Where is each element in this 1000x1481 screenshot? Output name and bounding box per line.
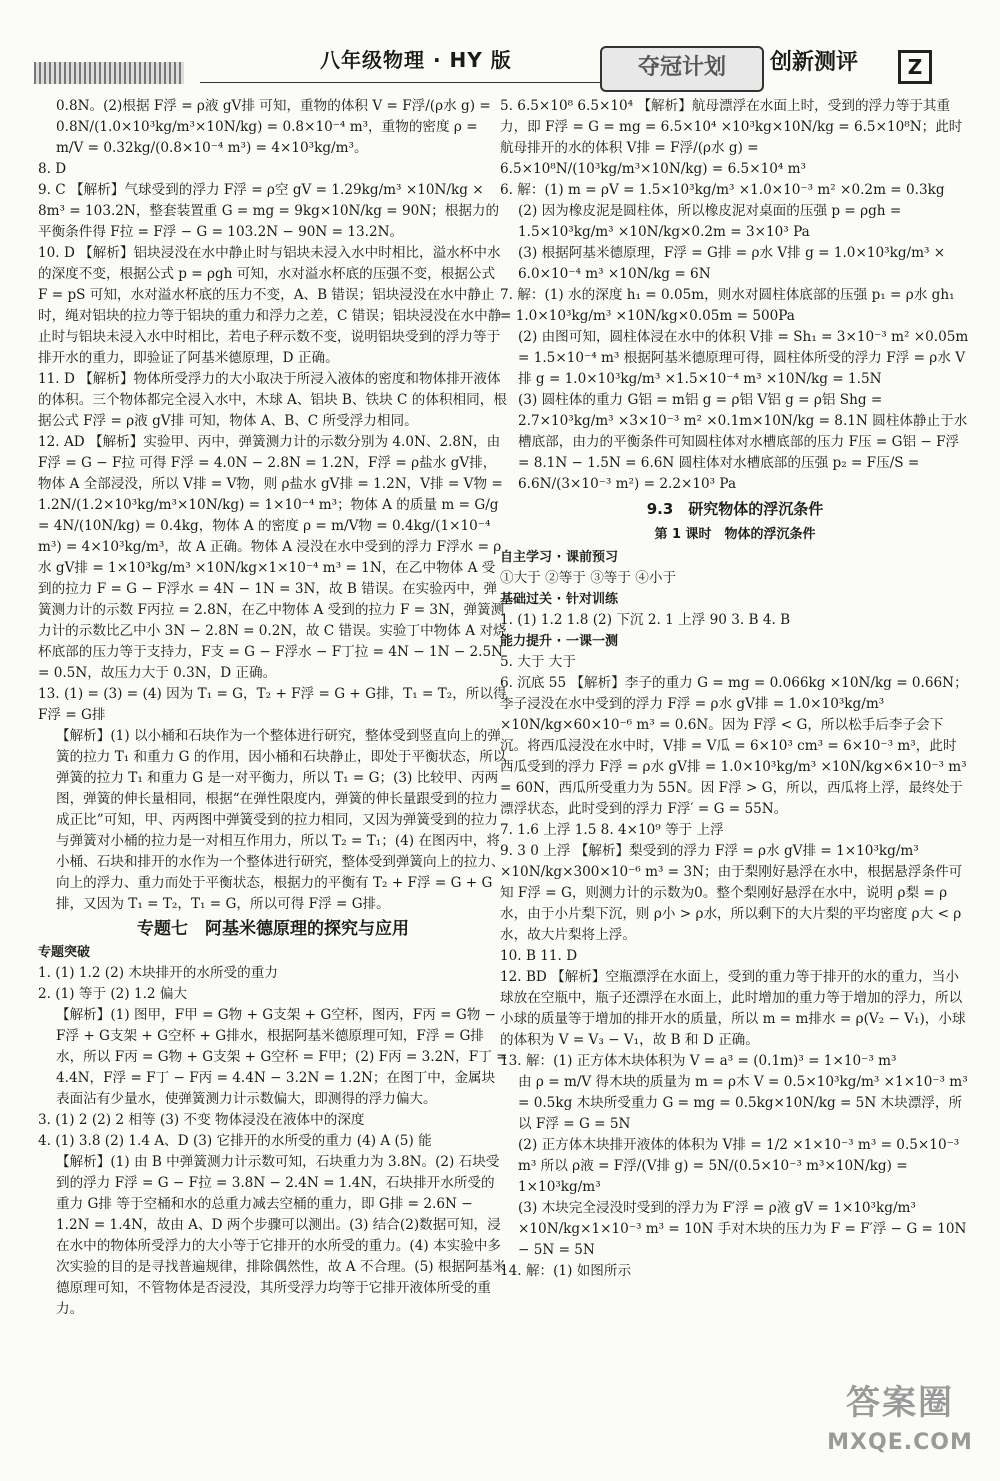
- left-paragraph: 10. D 【解析】铝块浸没在水中静止时与铝块未浸入水中时相比，溢水杯中水的深度不变，根据公式 p = ρgh 可知，水对溢水杯底的压强不变，根据公式 F = pS 可知，水对溢水杯底的压力不变，A、B 错误；铝块浸没在水中静止时，绳对铝块的拉力等于铝块的重力和浮力之差，C 错误；铝块浸没在水中静止时与铝块未浸入水中时相比，若电子秤示数不变，说明铝块受到的浮力等于排开水的重力，即验证了阿基米德原理，D 正确。: [38, 245, 502, 366]
- right-paragraph: ①大于 ②等于 ③等于 ④小于: [500, 570, 677, 586]
- right-paragraph: (2) 由图可知，圆柱体浸在水中的体积 V排 = Sh₁ = 3×10⁻³ m² ×0.05m = 1.5×10⁻⁴ m³ 根据阿基米德原理可得，圆柱体所受的浮力 F浮 = ρ水 V排 g = 1.0×10³kg/m³ ×1.5×10⁻⁴ m³ ×10N/kg = 1.5N: [518, 329, 969, 387]
- header-rule: [200, 82, 600, 83]
- right-paragraph: 14. 解：(1) 如图所示: [500, 1263, 632, 1279]
- brand-name: 创新测评: [770, 50, 859, 75]
- right-paragraph: (2) 因为橡皮泥是圆柱体，所以橡皮泥对桌面的压强 p = ρgh = 1.5×10³kg/m³ ×10N/kg×0.2m = 3×10³ Pa: [518, 203, 902, 240]
- page-header: [0, 0, 1000, 92]
- left-paragraph: 0.8N。(2)根据 F浮 = ρ液 gV排 可知，重物的体积 V = F浮/(ρ水 g) = 0.8N/(1.0×10³kg/m³×10N/kg) = 0.8×10⁻⁴ m³，重物的密度 ρ = m/V = 0.32kg/(0.8×10⁻⁴ m³) = 4×10³kg/m³。: [56, 98, 491, 156]
- right-paragraph: 6. 解：(1) m = ρV = 1.5×10³kg/m³ ×1.0×10⁻³ m² ×0.2m = 0.3kg: [500, 182, 945, 198]
- right-paragraph: 5. 大于 大于: [500, 654, 576, 670]
- right-paragraph: 1. (1) 1.2 1.8 (2) 下沉 2. 1 上浮 90 3. B 4. B: [500, 612, 791, 628]
- left-paragraph: 【解析】(1) 由 B 中弹簧测力计示数可知，石块重力为 3.8N。(2) 石块受到的浮力 F浮 = G − F拉 = 3.8N − 2.4N = 1.4N，石块排开水所受的重力 G排 等于空桶和水的总重力减去空桶的重力，即 G排 = 2.6N − 1.2N = 1.4N，故由 A、D 两个步骤可以测出。(3) 结合(2)数据可知，浸在水中的物体所受浮力的大小等于它排开的水所受的重力。(4) 本实验中多次实验的目的是寻找普遍规律，排除偶然性，故 A 不合理。(5) 根据阿基米德原理可知，不管物体是否浸没，其所受浮力均等于它排开液体所受的重力。: [56, 1154, 506, 1317]
- left-paragraph: 3. (1) 2 (2) 2 相等 (3) 不变 物体浸没在液体中的深度: [38, 1112, 365, 1128]
- series-logo: 夺冠计划: [600, 46, 764, 92]
- right-paragraph: 5. 6.5×10⁸ 6.5×10⁴ 【解析】航母漂浮在水面上时，受到的浮力等于其重力，即 F浮 = G = mg = 6.5×10⁴ ×10³kg×10N/kg = 6.5×10⁸N；此时航母排开的水的体积 V排 = F浮/(ρ水 g) = 6.5×10⁸N/(10³kg/m³×10N/kg) = 6.5×10⁴ m³: [500, 98, 963, 177]
- right-paragraph: 第 1 课时 物体的浮沉条件: [654, 527, 816, 542]
- right-paragraph: (3) 根据阿基米德原理，F浮 = G排 = ρ水 V排 g = 1.0×10³kg/m³ × 6.0×10⁻⁴ m³ ×10N/kg = 6N: [518, 245, 946, 282]
- left-paragraph: 1. (1) 1.2 (2) 木块排开的水所受的重力: [38, 965, 278, 981]
- right-paragraph: 13. 解：(1) 正方体木块体积为 V = a³ = (0.1m)³ = 1×10⁻³ m³: [500, 1053, 897, 1069]
- right-paragraph: (2) 正方体木块排开液体的体积为 V排 = 1/2 ×1×10⁻³ m³ = 0.5×10⁻³ m³ 所以 ρ液 = F浮/(V排 g) = 5N/(0.5×10⁻³ m³×10N/kg) = 1×10³kg/m³: [518, 1137, 960, 1195]
- right-paragraph: 7. 1.6 上浮 1.5 8. 4×10⁹ 等于 上浮: [500, 822, 724, 838]
- right-paragraph: 9. 3 0 上浮 【解析】梨受到的浮力 F浮 = ρ水 gV排 = 1×10³kg/m³ ×10N/kg×300×10⁻⁶ m³ = 3N；由于梨刚好悬浮在水中，根据悬浮条件可知 F浮 = G，则测力计的示数为0。整个梨刚好悬浮在水中，说明 ρ梨 = ρ水，由于小片梨下沉，则 ρ小 > ρ水，所以剩下的大片梨的平均密度 ρ大 < ρ水，故大片梨将上浮。: [500, 843, 963, 943]
- left-paragraph: 8. D: [38, 161, 67, 177]
- right-paragraph: 7. 解：(1) 水的深度 h₁ = 0.05m，则水对圆柱体底部的压强 p₁ = ρ水 gh₁ = 1.0×10³kg/m³ ×10N/kg×0.05m = 500Pa: [500, 287, 955, 324]
- left-column: [38, 96, 508, 1396]
- left-paragraph: 4. (1) 3.8 (2) 1.4 A、D (3) 它排开的水所受的重力 (4) A (5) 能: [38, 1133, 432, 1149]
- left-paragraph: 【解析】(1) 图甲，F甲 = G物 + G支架 + G空杯，图丙，F丙 = G物 − F浮 + G支架 + G空杯 + G排水，根据阿基米德原理可知，F浮 = G排水，所以 F丙 = G物 + G支架 + G空杯 = F甲；(2) F丙 = 3.2N，F丁 = 4.4N，F浮 = F丁 − F丙 = 4.4N − 3.2N = 1.2N；在图丁中，金属块表面沾有少量水，使弹簧测力计示数偏大，即测得的浮力偏大。: [56, 1007, 508, 1107]
- right-paragraph: 能力提升 · 一课一测: [500, 634, 618, 649]
- right-paragraph: (3) 木块完全浸没时受到的浮力为 F′浮 = ρ液 gV = 1×10³kg/m³ ×10N/kg×1×10⁻³ m³ = 10N 手对木块的压力为 F = F′浮 − G = 10N − 5N = 5N: [518, 1200, 967, 1258]
- left-paragraph: 专题七 阿基米德原理的探究与应用: [137, 919, 409, 939]
- right-paragraph: (3) 圆柱体的重力 G铝 = m铝 g = ρ铝 V铝 g = ρ铝 Shg = 2.7×10³kg/m³ ×3×10⁻³ m² ×0.1m×10N/kg = 8.1N 圆柱体静止于水槽底部，由力的平衡条件可知圆柱体对水槽底部的压力 F压 = G铝 − F浮 = 8.1N − 1.5N = 6.6N 圆柱体对水槽底部的压强 p₂ = F压/S = 6.6N/(3×10⁻³ m²) = 2.2×10³ Pa: [518, 392, 968, 492]
- left-paragraph: 13. (1) = (3) = (4) 因为 T₁ = G，T₂ + F浮 = G + G排，T₁ = T₂，所以得 F浮 = G排: [38, 686, 507, 723]
- left-paragraph: 2. (1) 等于 (2) 1.2 偏大: [38, 986, 188, 1002]
- left-paragraph: 11. D 【解析】物体所受浮力的大小取决于所浸入液体的密度和物体排开液体的体积。三个物体都完全浸入水中，木球 A、铝块 B、铁块 C 的体积相同，根据公式 F浮 = ρ液 gV排 可知，物体 A、B、C 所受浮力相同。: [38, 371, 507, 429]
- left-paragraph: 12. AD 【解析】实验甲、丙中，弹簧测力计的示数分别为 4.0N、2.8N，由 F浮 = G − F拉 可得 F浮 = 4.0N − 2.8N = 1.2N，F浮 = ρ盐水 gV排，物体 A 全部浸没，所以 V排 = V物，则 ρ盐水 gV排 = 1.2N，V排 = V物 = 1.2N/(1.2×10³kg/m³×10N/kg) = 1×10⁻⁴ m³；物体 A 的质量 m = G/g = 4N/(10N/kg) = 0.4kg，物体 A 的密度 ρ = m/V物 = 0.4kg/(1×10⁻⁴ m³) = 4×10³kg/m³，故 A 正确。物体 A 浸没在水中受到的浮力 F浮水 = ρ水 gV排 = 1×10³kg/m³ ×10N/kg×1×10⁻⁴ m³ = 1N，在乙中物体 A 受到的拉力 F = G − F浮水 = 4N − 1N = 3N，故 B 错误。在实验丙中，弹簧测力计的示数 F丙拉 = 2.8N，在乙中物体 A 受到的拉力 F = 3N，弹簧测力计的示数比乙中小 3N − 2.8N = 0.2N，故 C 错误。实验丁中物体 A 对烧杯底部的压力等于支持力，F支 = G − F浮水 − F丁拉 = 4N − 1N − 2.5N = 0.5N，故压力大于 0.3N，D 正确。: [38, 434, 507, 681]
- right-paragraph: 基础过关 · 针对训练: [500, 592, 618, 607]
- right-column: [500, 96, 970, 1396]
- right-paragraph: 10. B 11. D: [500, 948, 578, 964]
- watermark-text: 答案圈: [846, 1383, 954, 1423]
- right-paragraph: 12. BD 【解析】空瓶漂浮在水面上，受到的重力等于排开的水的重力，当小球放在空瓶中，瓶子还漂浮在水面上，此时增加的重力等于增加的浮力，所以小球的质量等于增加的排开水的质量，所以 m = m排水 = ρ(V₂ − V₁)，小球的体积为 V = V₃ − V₁，故 B 和 D 正确。: [500, 969, 966, 1048]
- watermark-logo: [810, 1380, 990, 1475]
- left-paragraph: 专题突破: [38, 945, 91, 960]
- watermark-url: MXQE.COM: [827, 1430, 973, 1455]
- book-title: 八年级物理 · HY 版: [320, 48, 512, 72]
- header-decoration: [34, 62, 184, 84]
- brand-badge: Z: [898, 50, 932, 84]
- right-paragraph: 6. 沉底 55 【解析】李子的重力 G = mg = 0.066kg ×10N/kg = 0.66N；李子浸没在水中受到的浮力 F浮 = ρ水 gV排 = 1.0×10³kg/m³ ×10N/kg×60×10⁻⁶ m³ = 0.6N。因为 F浮 < G，所以松手后李子会下沉。将西瓜浸没在水中时，V排 = V瓜 = 6×10³ cm³ = 6×10⁻³ m³，此时西瓜受到的浮力 F浮 = ρ水 gV排 = 1.0×10³kg/m³ ×10N/kg×6×10⁻³ m³ = 60N，西瓜所受重力为 55N。因 F浮 > G，所以，西瓜将上浮，最终处于漂浮状态，此时受到的浮力 F浮′ = G = 55N。: [500, 675, 968, 817]
- left-paragraph: 9. C 【解析】气球受到的浮力 F浮 = ρ空 gV = 1.29kg/m³ ×10N/kg × 8m³ = 103.2N，整套装置重 G = mg = 9kg×10N/kg = 90N；根据力的平衡条件得 F拉 = F浮 − G = 103.2N − 90N = 13.2N。: [38, 182, 500, 240]
- left-paragraph: 【解析】(1) 以小桶和石块作为一个整体进行研究，整体受到竖直向上的弹簧的拉力 T₁ 和重力 G 的作用，因小桶和石块静止，即处于平衡状态，所以弹簧的拉力 T₁ 和重力 G 是一对平衡力，所以 T₁ = G；(3) 比较甲、丙两图，弹簧的伸长量相同，根据“在弹性限度内，弹簧的伸长量跟受到的拉力成正比”可知，甲、丙两图中弹簧受到的拉力相同，又因为弹簧受到的拉力与弹簧对小桶的拉力是一对相互作用力，所以 T₂ = T₁；(4) 在图丙中，将小桶、石块和排开的水作为一个整体进行研究，整体受到弹簧向上的拉力、向上的浮力、重力而处于平衡状态，根据力的平衡有 T₂ + F浮 = G + G排，又因为 T₁ = T₂，T₁ = G，所以可得 F浮 = G排。: [56, 728, 507, 912]
- right-paragraph: 9.3 研究物体的浮沉条件: [646, 500, 824, 518]
- right-paragraph: 自主学习 · 课前预习: [500, 550, 618, 565]
- right-paragraph: 由 ρ = m/V 得木块的质量为 m = ρ木 V = 0.5×10³kg/m³ ×1×10⁻³ m³ = 0.5kg 木块所受重力 G = mg = 0.5kg×10N/kg = 5N 木块漂浮，所以 F浮 = G = 5N: [518, 1074, 968, 1132]
